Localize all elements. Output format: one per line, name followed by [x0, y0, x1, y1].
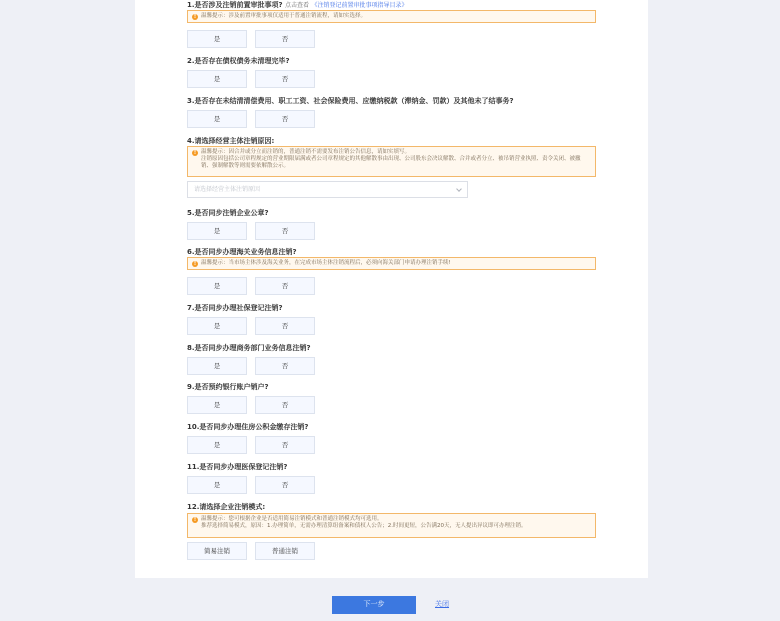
q9-no-button[interactable]: 否	[255, 396, 315, 414]
question-3-label: 3.是否存在未结清清偿费用、职工工资、社会保险费用、应缴纳税款（滞纳金、罚款）及其他未了结事务?	[187, 97, 514, 105]
question-4-label: 4.请选择经营主体注销原因:	[187, 137, 275, 145]
q8-yes-button[interactable]: 是	[187, 357, 247, 375]
normal-cancellation-button[interactable]: 普通注销	[255, 542, 315, 560]
question-8-label: 8.是否同步办理商务部门业务信息注销?	[187, 344, 311, 352]
question-5-label: 5.是否同步注销企业公章?	[187, 209, 269, 217]
q5-yes-button[interactable]: 是	[187, 222, 247, 240]
q6-no-button[interactable]: 否	[255, 277, 315, 295]
q5-no-button[interactable]: 否	[255, 222, 315, 240]
question-12-label: 12.请选择企业注销模式:	[187, 503, 266, 511]
q2-no-button[interactable]: 否	[255, 70, 315, 88]
q11-no-button[interactable]: 否	[255, 476, 315, 494]
q10-no-button[interactable]: 否	[255, 436, 315, 454]
q3-no-button[interactable]: 否	[255, 110, 315, 128]
q7-yes-button[interactable]: 是	[187, 317, 247, 335]
q8-no-button[interactable]: 否	[255, 357, 315, 375]
warning-icon: !	[193, 13, 197, 20]
question-1-tip: ! 温馨提示：涉及前置审批事项仅适用于普通注销流程，请如实选择。	[187, 10, 596, 23]
question-2-label: 2.是否存在债权债务未清理完毕?	[187, 57, 290, 65]
q10-yes-button[interactable]: 是	[187, 436, 247, 454]
question-10-label: 10.是否同步办理住房公积金缴存注销?	[187, 423, 309, 431]
question-7-label: 7.是否同步办理社保登记注销?	[187, 304, 283, 312]
simple-cancellation-button[interactable]: 简易注销	[187, 542, 247, 560]
cancellation-reason-select[interactable]: 请选择经营主体注销原因	[187, 181, 468, 198]
question-11-label: 11.是否同步办理医保登记注销?	[187, 463, 288, 471]
q3-yes-button[interactable]: 是	[187, 110, 247, 128]
q9-yes-button[interactable]: 是	[187, 396, 247, 414]
warning-icon: !	[193, 516, 197, 523]
question-4-tip: ! 温馨提示：因合并或分立而注销的，普通注销不需要发布注销公告信息，请如实填写。 注销原因包括公司章程规定的营业期限届满或者公司章程规定的其他解散事由出现、公司股东会决议解散、合并或者分立、被吊销营业执照、责令关闭、被撤 销、强制解散等则需要依解散公示。	[187, 146, 596, 177]
question-1-label: 1.是否涉及注销前置审批事项? 点击查看 《注销登记前置审批事项指导目录》	[187, 1, 408, 9]
q1-yes-button[interactable]: 是	[187, 30, 247, 48]
q2-yes-button[interactable]: 是	[187, 70, 247, 88]
question-6-tip: ! 温馨提示：当市场主体涉及海关业务，在完成市场主体注销流程后，必须向海关部门申请办理注销手续!	[187, 257, 596, 270]
q7-no-button[interactable]: 否	[255, 317, 315, 335]
chevron-down-icon	[456, 186, 462, 192]
q11-yes-button[interactable]: 是	[187, 476, 247, 494]
next-step-button[interactable]: 下一步	[332, 596, 416, 614]
close-link[interactable]: 关闭	[435, 600, 449, 608]
question-9-label: 9.是否预约银行账户销户?	[187, 383, 269, 391]
q1-no-button[interactable]: 否	[255, 30, 315, 48]
approval-catalog-link[interactable]: 《注销登记前置审批事项指导目录》	[311, 2, 408, 9]
warning-icon: !	[193, 260, 197, 267]
warning-icon: !	[193, 149, 197, 156]
q6-yes-button[interactable]: 是	[187, 277, 247, 295]
question-6-label: 6.是否同步办理海关业务信息注销?	[187, 248, 297, 256]
question-1-hint: 点击查看	[285, 2, 310, 9]
question-12-tip: ! 温馨提示：您可根据企业是否适用简易注销模式和普通注销模式均可选用。 推荐选择简易模式，原因：1.办理简单，无需办理清算组备案和债权人公告；2.时间更短，公告满20天，无人提出异议即可办理注销。	[187, 513, 596, 538]
